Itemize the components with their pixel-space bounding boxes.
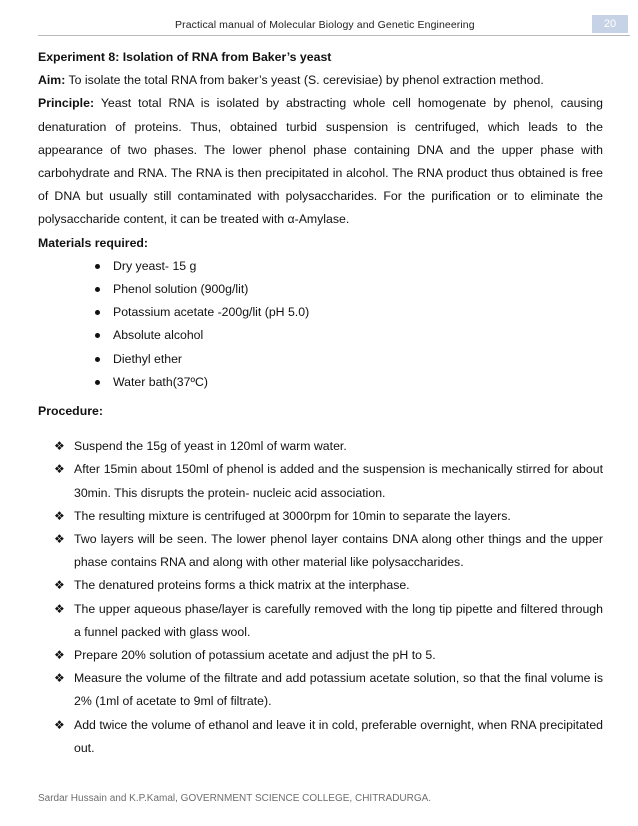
diamond-bullet-icon: ❖ (54, 462, 65, 477)
material-item: Phenol solution (900g/lit) (93, 278, 603, 301)
procedure-step-text: Measure the volume of the filtrate and add potassium acetate solution, so that the final volume is 2% (1ml of acetate to 9ml of filtrate). (74, 671, 603, 709)
header-divider (38, 35, 630, 36)
procedure-step-text: Prepare 20% solution of potassium acetate and adjust the pH to 5. (74, 648, 436, 663)
aim-text: To isolate the total RNA from baker’s yeast (S. cerevisiae) by phenol extraction method. (65, 73, 544, 88)
procedure-step-text: The resulting mixture is centrifuged at 3000rpm for 10min to separate the layers. (74, 508, 511, 523)
procedure-step-text: Add twice the volume of ethanol and leave it in cold, preferable overnight, when RNA precipitated out. (74, 717, 603, 755)
diamond-bullet-icon: ❖ (54, 601, 65, 616)
experiment-heading: Experiment 8: Isolation of RNA from Baker’s yeast (38, 50, 332, 64)
principle-text: Yeast total RNA is isolated by abstracting whole cell homogenate by phenol, causing denaturation of proteins. Thus, obtained turbid suspension is centrifuged, which leads to the appearance of two phases. The lower phenol phase containing DNA and the upper phase with carbohydrate and RNA. The RNA is then precipitated in alcohol. The RNA product thus obtained is free of DNA but usually still contaminated with polysaccharides. For the purification or to eliminate the polysaccharide content, it can be treated with α-Amylase. (38, 96, 603, 227)
principle-paragraph (38, 92, 603, 231)
procedure-step (54, 714, 603, 760)
material-item: Diethyl ether (93, 348, 603, 371)
procedure-step (54, 505, 603, 528)
procedure-step-text: After 15min about 150ml of phenol is added and the suspension is mechanically stirred for about 30min. This disrupts the protein- nucleic acid association. (74, 462, 603, 500)
diamond-bullet-icon: ❖ (54, 439, 65, 454)
material-item: Water bath(37ºC) (93, 371, 603, 394)
materials-list (38, 255, 603, 394)
procedure-step (54, 574, 603, 597)
procedure-step (54, 598, 603, 644)
procedure-step (54, 528, 603, 574)
procedure-step (54, 458, 603, 504)
procedure-step-text: The upper aqueous phase/layer is carefully removed with the long tip pipette and filtered through a funnel packed with glass wool. (74, 601, 603, 639)
diamond-bullet-icon: ❖ (54, 578, 65, 593)
procedure-step (54, 667, 603, 713)
diamond-bullet-icon: ❖ (54, 532, 65, 547)
principle-label: Principle: (38, 96, 95, 111)
procedure-step-text: Two layers will be seen. The lower phenol layer contains DNA along other things and the upper phase contains RNA and along with other material like polysaccharides. (74, 532, 603, 570)
diamond-bullet-icon: ❖ (54, 508, 65, 523)
diamond-bullet-icon: ❖ (54, 671, 65, 686)
diamond-bullet-icon: ❖ (54, 648, 65, 663)
page-number-badge: 20 (592, 15, 628, 33)
document-body (38, 46, 603, 760)
procedure-step-text: The denatured proteins forms a thick matrix at the interphase. (74, 578, 410, 593)
aim-label: Aim: (38, 73, 66, 88)
material-item: Absolute alcohol (93, 324, 603, 347)
procedure-list (38, 435, 603, 760)
running-header-title: Practical manual of Molecular Biology and Genetic Engineering (175, 19, 475, 31)
material-item: Dry yeast- 15 g (93, 255, 603, 278)
procedure-heading: Procedure: (38, 404, 103, 419)
aim-paragraph (38, 69, 603, 92)
materials-heading: Materials required: (38, 235, 149, 250)
page-header (0, 14, 638, 36)
procedure-step-text: Suspend the 15g of yeast in 120ml of warm water. (74, 439, 347, 454)
procedure-step (54, 644, 603, 667)
page-footer: Sardar Hussain and K.P.Kamal, GOVERNMENT SCIENCE COLLEGE, CHITRADURGA. (38, 793, 432, 804)
procedure-step (54, 435, 603, 458)
diamond-bullet-icon: ❖ (54, 717, 65, 732)
material-item: Potassium acetate -200g/lit (pH 5.0) (93, 301, 603, 324)
